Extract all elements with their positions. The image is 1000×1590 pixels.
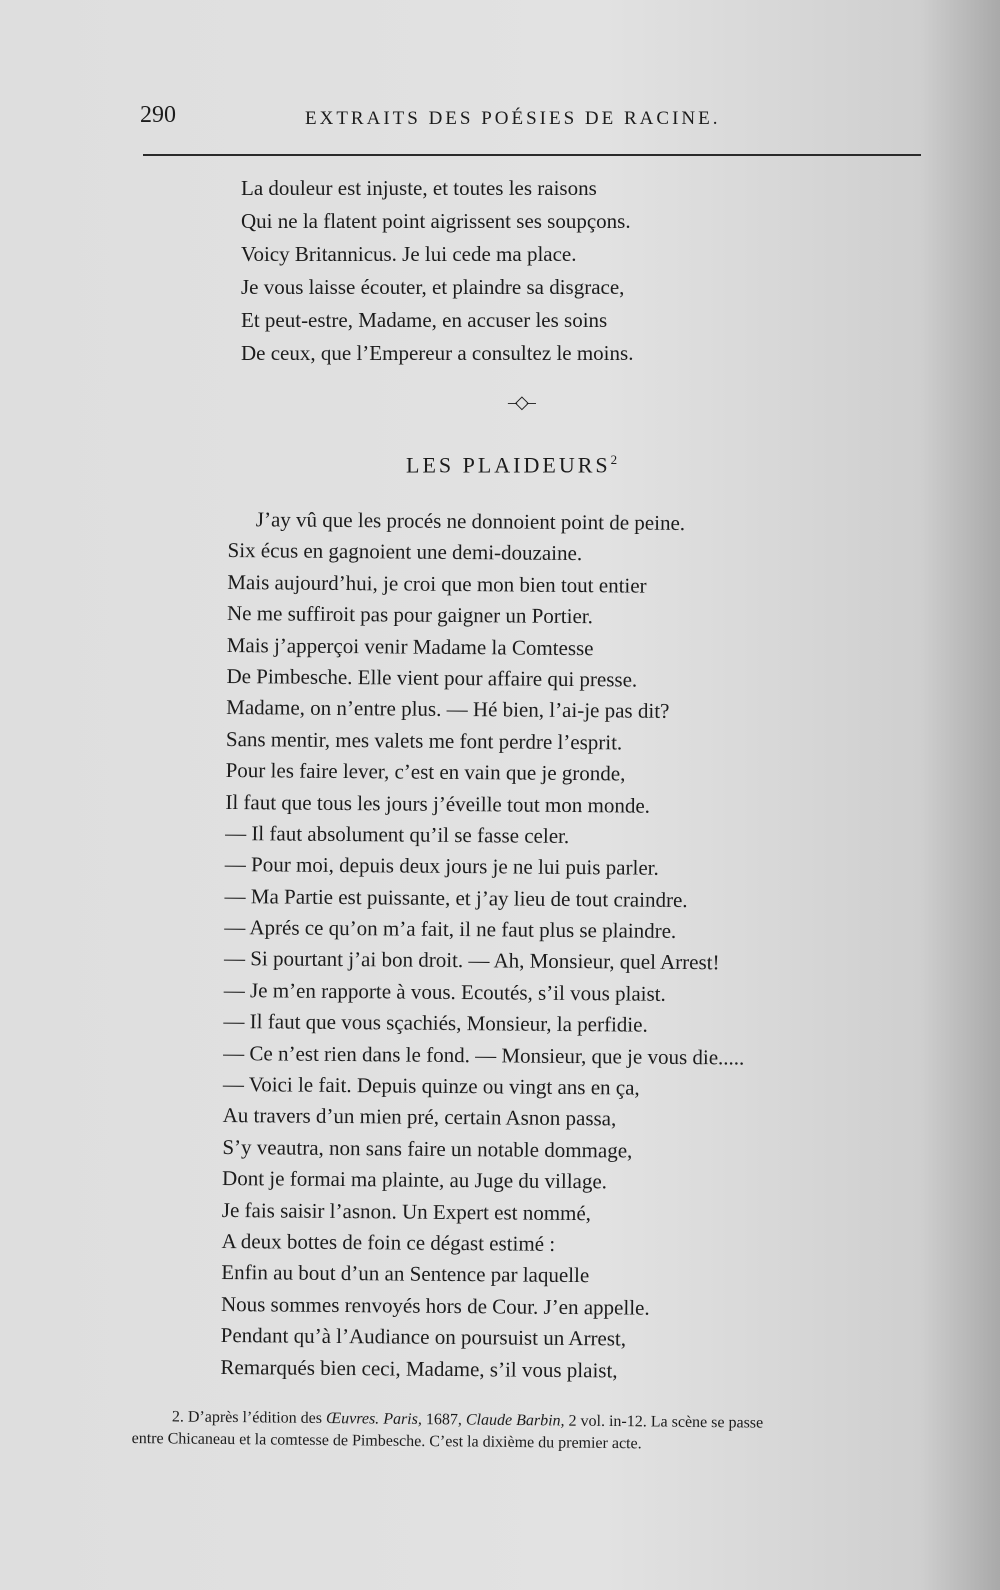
verse-line: Mais aujourd’hui, je croi que mon bien tout entier: [227, 569, 647, 598]
verse-line: — Si pourtant j’ai bon droit. — Ah, Monsieur, quel Arrest!: [223, 946, 720, 975]
section-ornament: –◇–: [508, 392, 534, 412]
section-title: [406, 452, 617, 478]
page-number: 290: [140, 102, 176, 128]
footnote-line: entre Chicaneau et la comtesse de Pimbesche. C’est la dixième du premier acte.: [131, 1429, 642, 1453]
header-rule: [143, 154, 921, 156]
verse-line: Mais j’apperçoi venir Madame la Comtesse: [226, 632, 594, 660]
verse-line: Il faut que tous les jours j’éveille tout mon monde.: [225, 789, 651, 818]
footnote-text: D’après l’édition des: [187, 1408, 323, 1427]
footnote-place: Paris,: [383, 1410, 422, 1429]
verse-line: Au travers d’un mien pré, certain Asnon passa,: [222, 1103, 617, 1131]
footnote-text: 2 vol. in-12. La scène se passe: [568, 1412, 764, 1432]
footnote: [132, 1406, 932, 1458]
verse-line: Six écus en gagnoient une demi-douzaine.: [227, 538, 583, 566]
verse-line: Et peut-estre, Madame, en accuser les soins: [241, 308, 608, 332]
verse-line: — Ma Partie est puissante, et j’ay lieu de tout craindre.: [224, 883, 688, 912]
verse-line: Enfin au bout d’un an Sentence par laquelle: [221, 1260, 590, 1288]
verse-line: Pendant qu’à l’Audiance on poursuist un Arrest,: [220, 1323, 627, 1351]
plaideurs-excerpt: [220, 504, 749, 1387]
running-title: EXTRAITS DES POÉSIES DE RACINE.: [305, 108, 721, 129]
britannicus-excerpt: [241, 172, 633, 370]
page-header: [140, 102, 920, 142]
verse-line: Pour les faire lever, c’est en vain que je gronde,: [225, 758, 626, 786]
verse-line: S’y veautra, non sans faire un notable dommage,: [222, 1134, 633, 1163]
verse-line: — Voici le fait. Depuis quinze ou vingt ans en ça,: [222, 1072, 640, 1100]
verse-line: Je fais saisir l’asnon. Un Expert est nommé,: [221, 1197, 592, 1225]
verse-line: Nous sommes renvoyés hors de Cour. J’en appelle.: [220, 1291, 650, 1320]
footnote-work-title: Œuvres.: [325, 1410, 380, 1428]
verse-line: Qui ne la flatent point aigrissent ses soupçons.: [241, 209, 631, 233]
verse-line: De Pimbesche. Elle vient pour affaire qui presse.: [226, 663, 638, 692]
verse-line: Voicy Britannicus. Je lui cede ma place.: [241, 242, 577, 266]
verse-line: — Ce n’est rien dans le fond. — Monsieur, que je vous die.....: [223, 1040, 745, 1070]
section-title-text: LES PLAIDEURS: [406, 452, 611, 478]
verse-line: — Pour moi, depuis deux jours je ne lui puis parler.: [224, 852, 659, 881]
footnote-number: 2.: [171, 1408, 184, 1426]
verse-line: A deux bottes de foin ce dégast estimé :: [221, 1228, 556, 1256]
verse-line: Je vous laisse écouter, et plaindre sa disgrace,: [241, 275, 625, 299]
footnote-publisher: Claude Barbin,: [465, 1411, 565, 1430]
verse-line: Dont je formai ma plainte, au Juge du village.: [222, 1166, 608, 1194]
verse-line: De ceux, que l’Empereur a consultez le moins.: [241, 341, 634, 365]
footnote-reference: 2: [610, 452, 618, 467]
verse-line: Madame, on n’entre plus. — Hé bien, l’ai-je pas dit?: [226, 695, 670, 724]
verse-line: — Aprés ce qu’on m’a fait, il ne faut plus se plaindre.: [224, 915, 677, 944]
verse-line: Sans mentir, mes valets me font perdre l’esprit.: [225, 726, 623, 755]
verse-line: J’ay vû que les procés ne donnoient point de peine.: [255, 507, 686, 535]
verse-line: — Il faut que vous sçachiés, Monsieur, la perfidie.: [223, 1009, 648, 1037]
verse-line: La douleur est injuste, et toutes les raisons: [241, 176, 597, 200]
verse-line: Ne me suffiroit pas pour gaigner un Portier.: [226, 601, 594, 629]
footnote-year: 1687,: [425, 1411, 462, 1429]
verse-line: — Il faut absolument qu’il se fasse celer.: [225, 820, 570, 848]
verse-line: Remarqués bien ceci, Madame, s’il vous plaist,: [220, 1354, 618, 1382]
verse-line: — Je m’en rapporte à vous. Ecoutés, s’il vous plaist.: [223, 977, 666, 1006]
